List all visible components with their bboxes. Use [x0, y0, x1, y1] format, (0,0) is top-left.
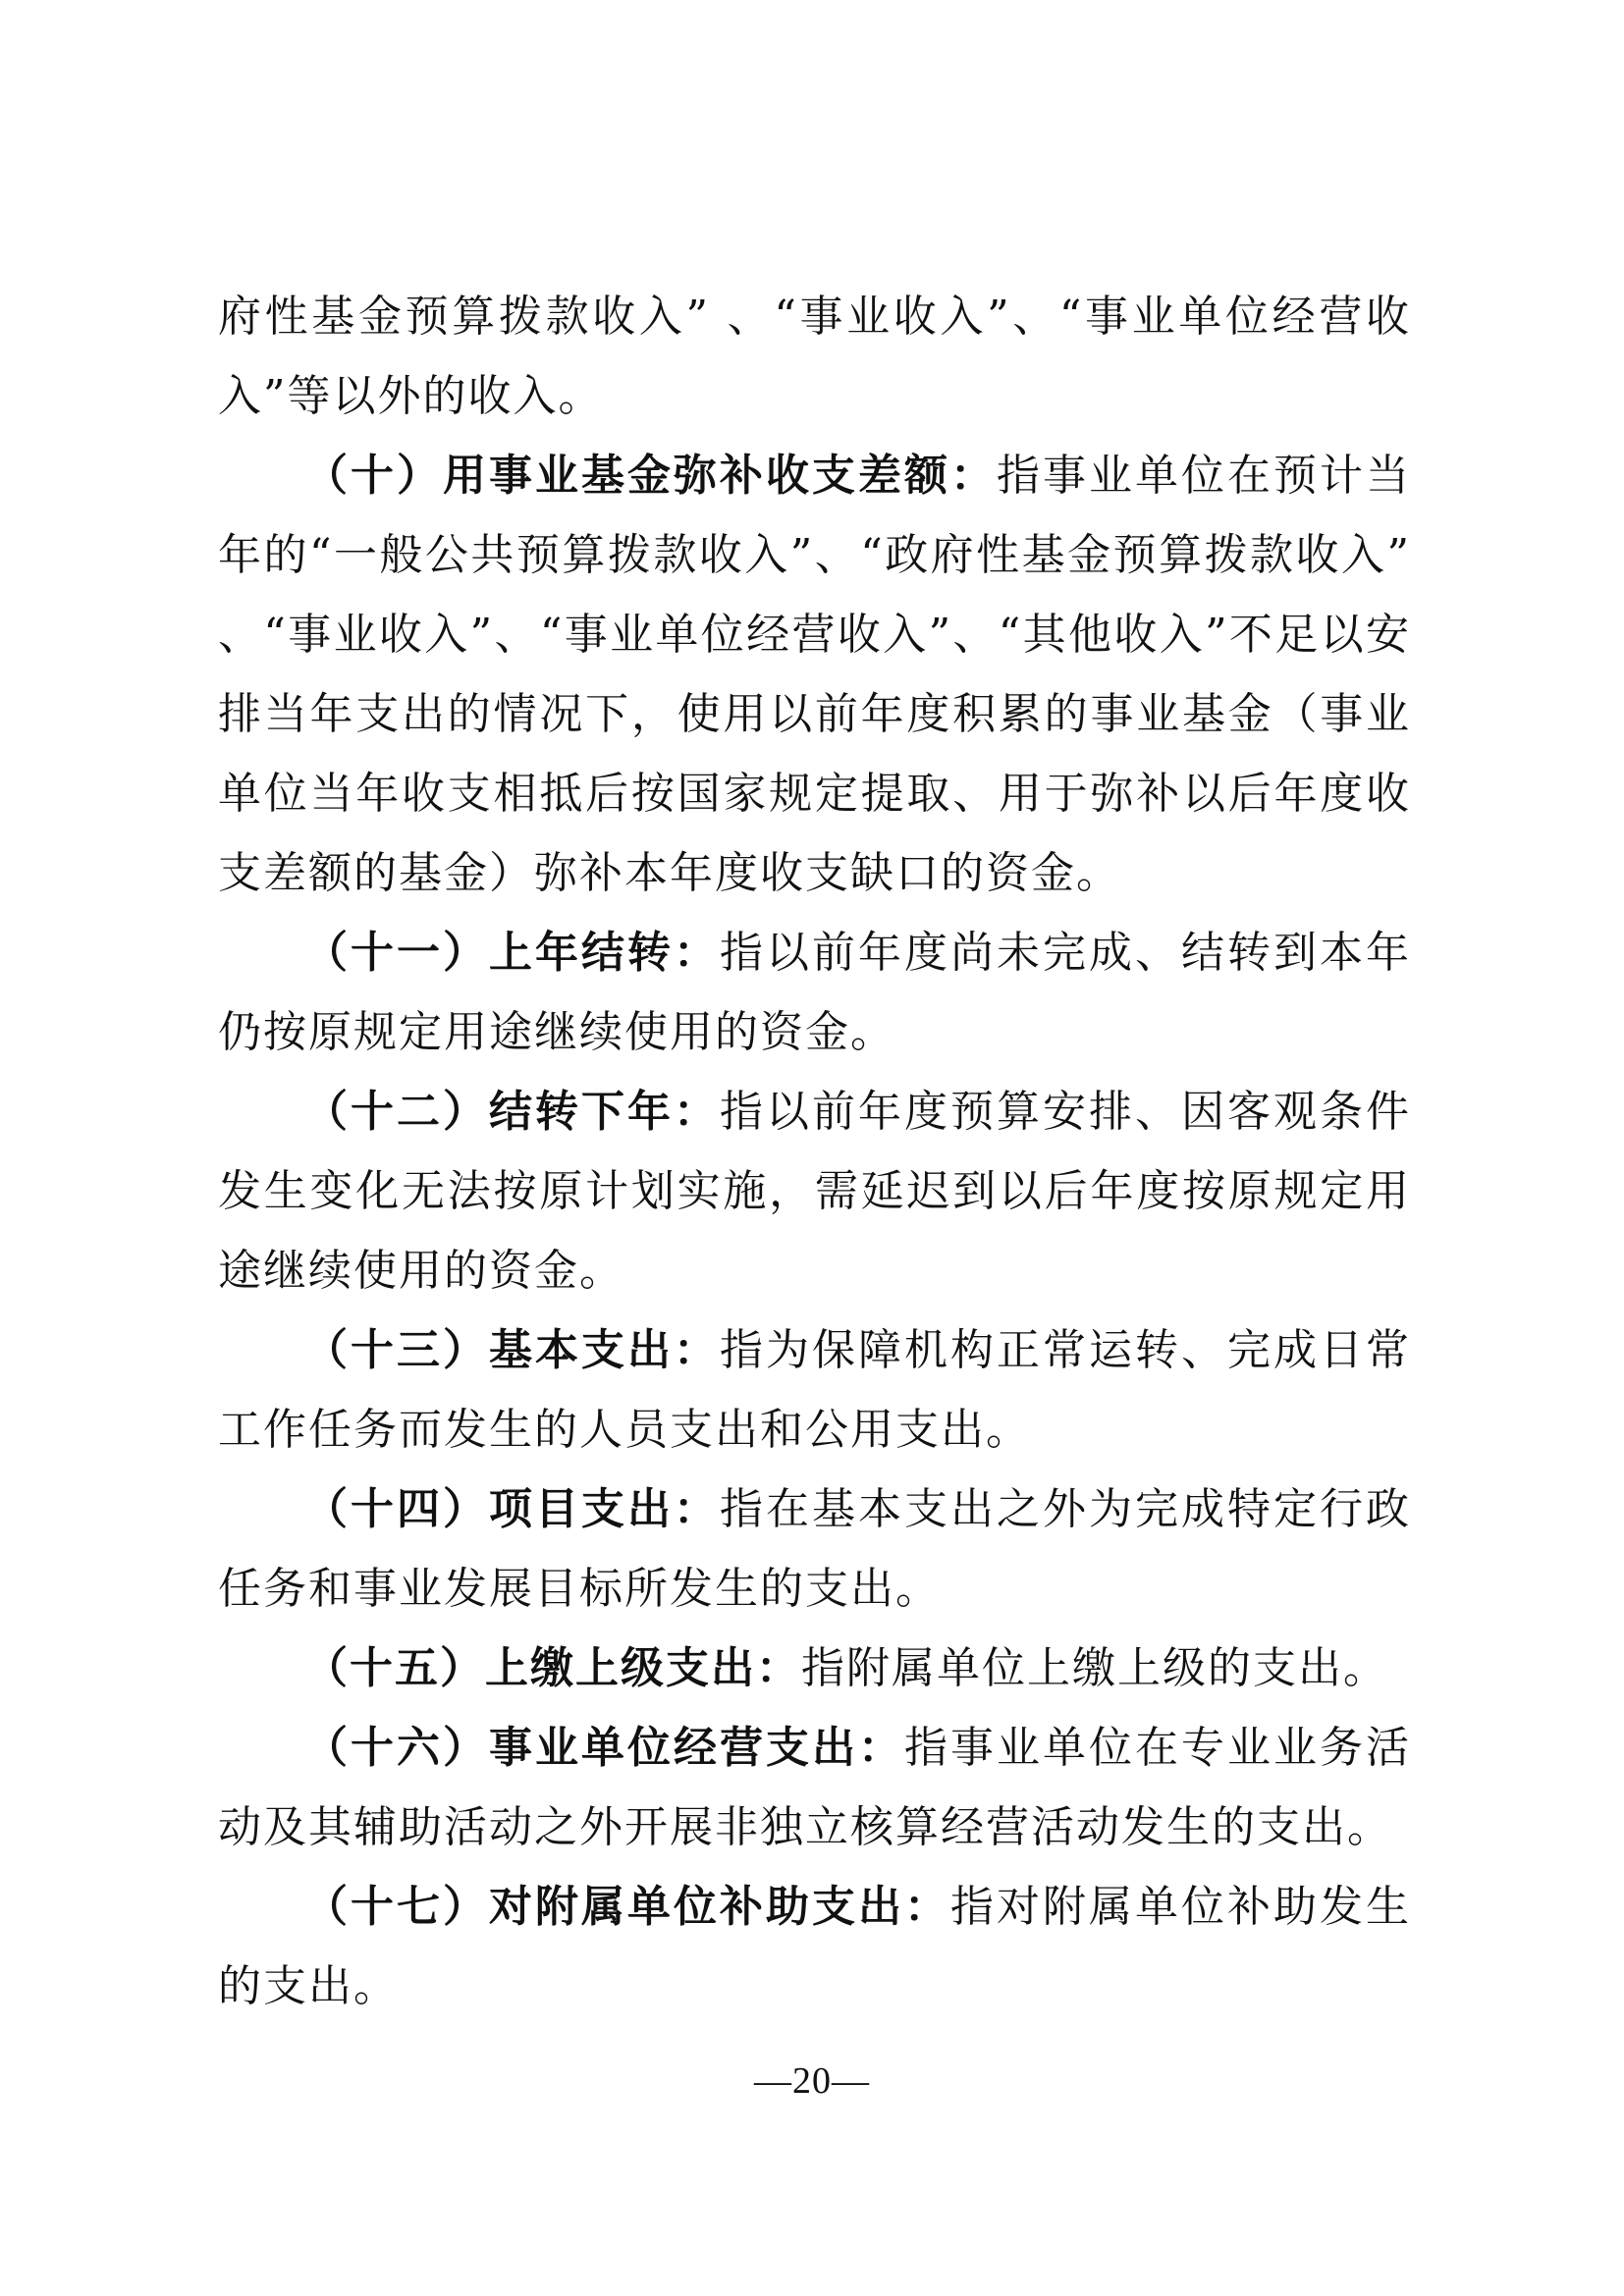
term-heading: （十四）项目支出：: [304, 1484, 720, 1534]
paragraph-item-11: [218, 913, 1411, 1072]
term-heading: （十）用事业基金弥补收支差额：: [304, 451, 997, 501]
paragraph-text: 指事业单位在专业业务活动及其辅助活动之外开展非独立核算经营活动发生的支出。: [218, 1723, 1411, 1852]
term-heading: （十五）上缴上级支出：: [304, 1643, 801, 1693]
paragraph-text: 指附属单位上缴上级的支出。: [801, 1643, 1388, 1693]
paragraph-text: 指以前年度尚未完成、结转到本年仍按原规定用途继续使用的资金。: [218, 928, 1411, 1057]
page-number: —20—: [754, 2060, 870, 2102]
paragraph-item-10: [218, 436, 1411, 913]
paragraph-text: 指对附属单位补助发生的支出。: [218, 1882, 1411, 2011]
paragraph-text: 指为保障机构正常运转、完成日常工作任务而发生的人员支出和公用支出。: [218, 1325, 1411, 1455]
paragraph-text: 指以前年度预算安排、因客观条件发生变化无法按原计划实施，需延迟到以后年度按原规定用途继续使用的资金。: [218, 1087, 1411, 1296]
paragraph-item-12: [218, 1072, 1411, 1310]
paragraph-item-16: [218, 1708, 1411, 1867]
term-heading: （十六）事业单位经营支出：: [304, 1723, 904, 1773]
paragraph-text: 指在基本支出之外为完成特定行政任务和事业发展目标所发生的支出。: [218, 1484, 1411, 1614]
paragraph-item-13: [218, 1310, 1411, 1469]
paragraph-item-15: [218, 1629, 1411, 1708]
paragraph-item-14: [218, 1469, 1411, 1629]
paragraph-text: 府性基金预算拨款收入” 、“事业收入”、“事业单位经营收入”等以外的收入。: [218, 292, 1411, 421]
term-heading: （十二）结转下年：: [304, 1087, 720, 1137]
paragraph-continuation: [218, 277, 1411, 436]
term-heading: （十七）对附属单位补助支出：: [304, 1882, 950, 1932]
body-text: [218, 277, 1411, 2026]
paragraph-item-17: [218, 1867, 1411, 2026]
paragraph-text: 指事业单位在预计当年的“一般公共预算拨款收入”、“政府性基金预算拨款收入” 、“事业收入”、“事业单位经营收入”、“其他收入”不足以安排当年支出的情况下，使用以前年度积累的事业基金（事业单位当年收支相抵后按国家规定提取、用于弥补以后年度收支差额的基金）弥补本年度收支缺口的资金。: [218, 451, 1411, 898]
term-heading: （十三）基本支出：: [304, 1325, 720, 1375]
term-heading: （十一）上年结转：: [304, 928, 720, 978]
